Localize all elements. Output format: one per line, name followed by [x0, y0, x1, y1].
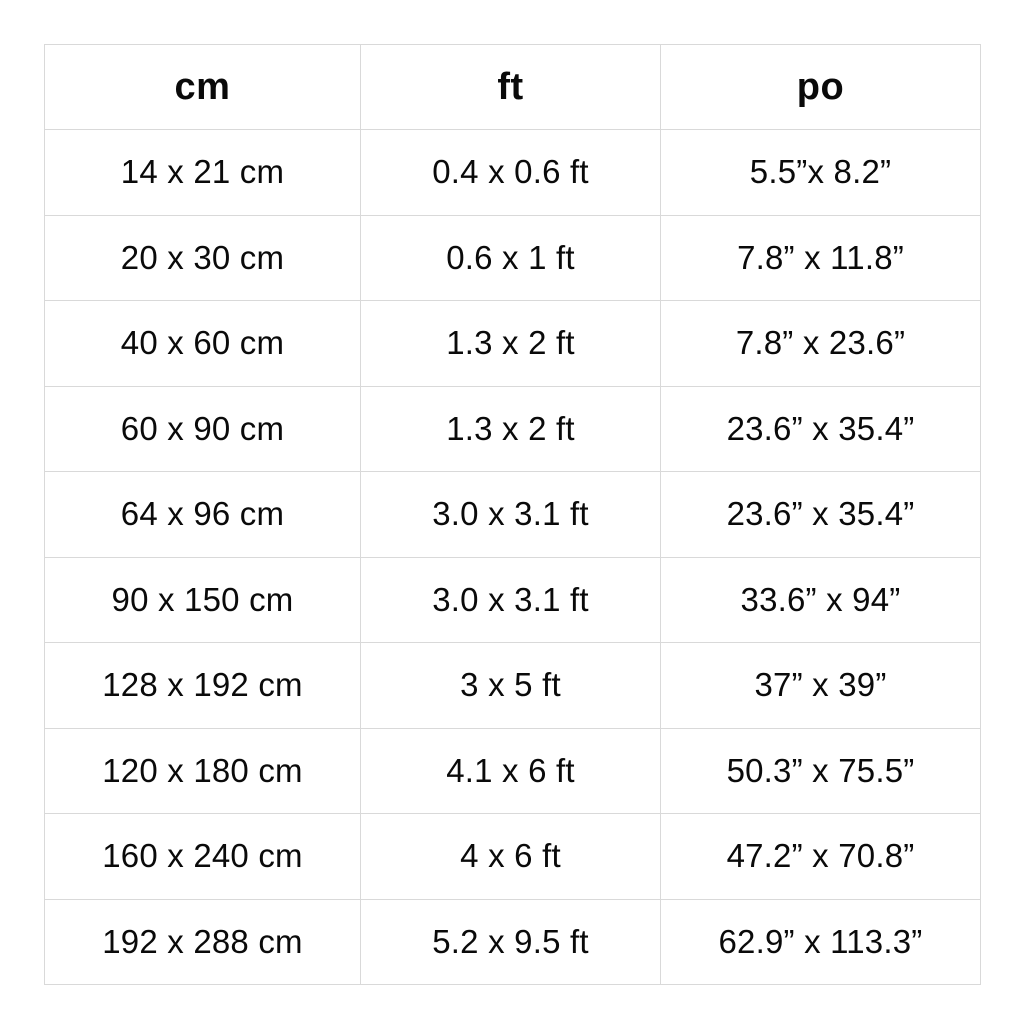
- table-row: [45, 899, 981, 985]
- table-header-row: [45, 45, 981, 130]
- cell-ft: 3.0 x 3.1 ft: [361, 557, 661, 643]
- cell-po: 7.8” x 11.8”: [661, 215, 981, 301]
- cell-ft: 1.3 x 2 ft: [361, 386, 661, 472]
- cell-cm: 14 x 21 cm: [45, 130, 361, 216]
- cell-ft: 0.4 x 0.6 ft: [361, 130, 661, 216]
- table-row: [45, 215, 981, 301]
- cell-ft: 3 x 5 ft: [361, 643, 661, 729]
- cell-cm: 128 x 192 cm: [45, 643, 361, 729]
- table-row: [45, 557, 981, 643]
- cell-po: 37” x 39”: [661, 643, 981, 729]
- cell-ft: 0.6 x 1 ft: [361, 215, 661, 301]
- table-header: [45, 45, 981, 130]
- cell-cm: 192 x 288 cm: [45, 899, 361, 985]
- size-conversion-table-wrapper: [44, 44, 980, 985]
- table-row: [45, 728, 981, 814]
- cell-po: 7.8” x 23.6”: [661, 301, 981, 387]
- table-row: [45, 386, 981, 472]
- cell-cm: 64 x 96 cm: [45, 472, 361, 558]
- cell-cm: 90 x 150 cm: [45, 557, 361, 643]
- cell-po: 33.6” x 94”: [661, 557, 981, 643]
- column-header-ft: ft: [361, 45, 661, 130]
- table-row: [45, 130, 981, 216]
- cell-po: 47.2” x 70.8”: [661, 814, 981, 900]
- table-row: [45, 301, 981, 387]
- cell-cm: 120 x 180 cm: [45, 728, 361, 814]
- cell-cm: 60 x 90 cm: [45, 386, 361, 472]
- table-row: [45, 643, 981, 729]
- cell-ft: 3.0 x 3.1 ft: [361, 472, 661, 558]
- cell-cm: 40 x 60 cm: [45, 301, 361, 387]
- cell-po: 5.5”x 8.2”: [661, 130, 981, 216]
- cell-po: 62.9” x 113.3”: [661, 899, 981, 985]
- cell-po: 23.6” x 35.4”: [661, 386, 981, 472]
- cell-ft: 4.1 x 6 ft: [361, 728, 661, 814]
- table-row: [45, 814, 981, 900]
- cell-po: 23.6” x 35.4”: [661, 472, 981, 558]
- cell-cm: 20 x 30 cm: [45, 215, 361, 301]
- cell-po: 50.3” x 75.5”: [661, 728, 981, 814]
- cell-ft: 4 x 6 ft: [361, 814, 661, 900]
- cell-ft: 1.3 x 2 ft: [361, 301, 661, 387]
- column-header-po: po: [661, 45, 981, 130]
- table-body: [45, 130, 981, 985]
- cell-ft: 5.2 x 9.5 ft: [361, 899, 661, 985]
- column-header-cm: cm: [45, 45, 361, 130]
- table-row: [45, 472, 981, 558]
- cell-cm: 160 x 240 cm: [45, 814, 361, 900]
- size-conversion-table: [44, 44, 981, 985]
